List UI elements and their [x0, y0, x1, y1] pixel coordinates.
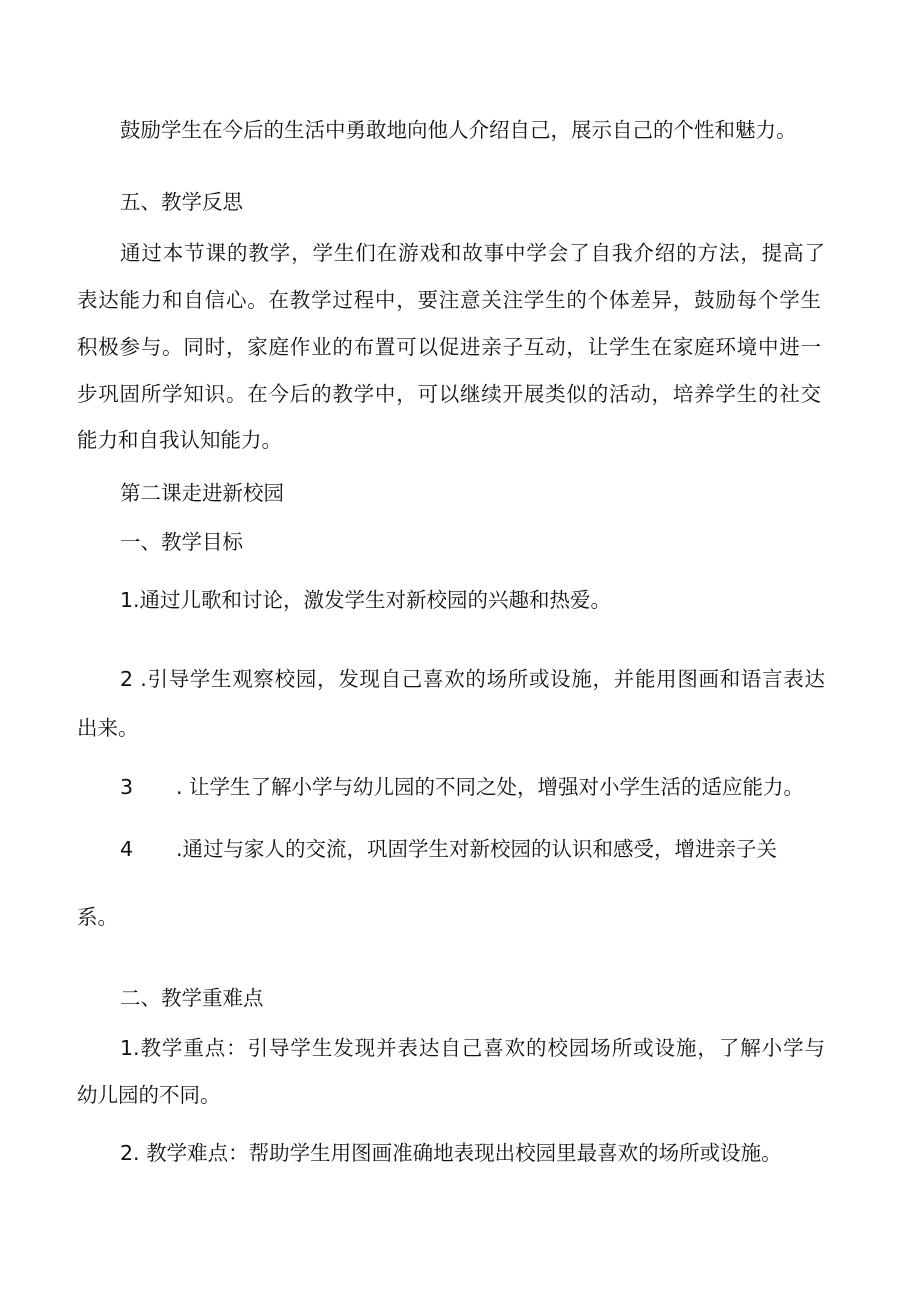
- reflection-line-2: 表达能力和自信心。在教学过程中，要注意关注学生的个体差异，鼓励每个学生: [77, 288, 821, 312]
- reflection-line-3: 积极参与。同时，家庭作业的布置可以促进亲子互动，让学生在家庭环境中进一: [77, 335, 821, 359]
- goal-3-text: . 让学生了解小学与幼儿园的不同之处，增强对小学生活的适应能力。: [176, 775, 805, 799]
- goal-4-text: .通过与家人的交流，巩固学生对新校园的认识和感受，增进亲子关: [176, 837, 778, 861]
- paragraph-encourage: 鼓励学生在今后的生活中勇敢地向他人介绍自己，展示自己的个性和魅力。: [120, 118, 797, 142]
- heading-reflection: 五、教学反思: [120, 190, 243, 214]
- lesson2-title: 第二课走进新校园: [120, 481, 284, 505]
- goal-2-line-2: 出来。: [77, 716, 139, 740]
- goal-4-number: 4: [120, 837, 134, 861]
- key-point-1-line-2: 幼儿园的不同。: [77, 1083, 221, 1107]
- goal-3: [120, 772, 804, 802]
- goal-2-line-1: 2 .引导学生观察校园，发现自己喜欢的场所或设施，并能用图画和语言表达: [120, 667, 825, 691]
- reflection-line-5: 能力和自我认知能力。: [77, 428, 282, 452]
- heading-goals: 一、教学目标: [120, 530, 243, 554]
- goal-4-continued: 系。: [77, 905, 118, 929]
- goal-1: 1.通过儿歌和讨论，激发学生对新校园的兴趣和热爱。: [120, 588, 612, 612]
- key-point-2: 2. 教学难点：帮助学生用图画准确地表现出校园里最喜欢的场所或设施。: [120, 1141, 782, 1165]
- heading-key-points: 二、教学重难点: [120, 986, 264, 1010]
- key-point-1-line-1: 1.教学重点：引导学生发现并表达自己喜欢的校园场所或设施，了解小学与: [120, 1036, 825, 1060]
- reflection-line-1: 通过本节课的教学，学生们在游戏和故事中学会了自我介绍的方法，提高了: [120, 241, 825, 265]
- goal-3-number: 3: [120, 775, 134, 799]
- goal-4: [120, 834, 777, 864]
- reflection-line-4: 步巩固所学知识。在今后的教学中，可以继续开展类似的活动，培养学生的社交: [77, 382, 821, 406]
